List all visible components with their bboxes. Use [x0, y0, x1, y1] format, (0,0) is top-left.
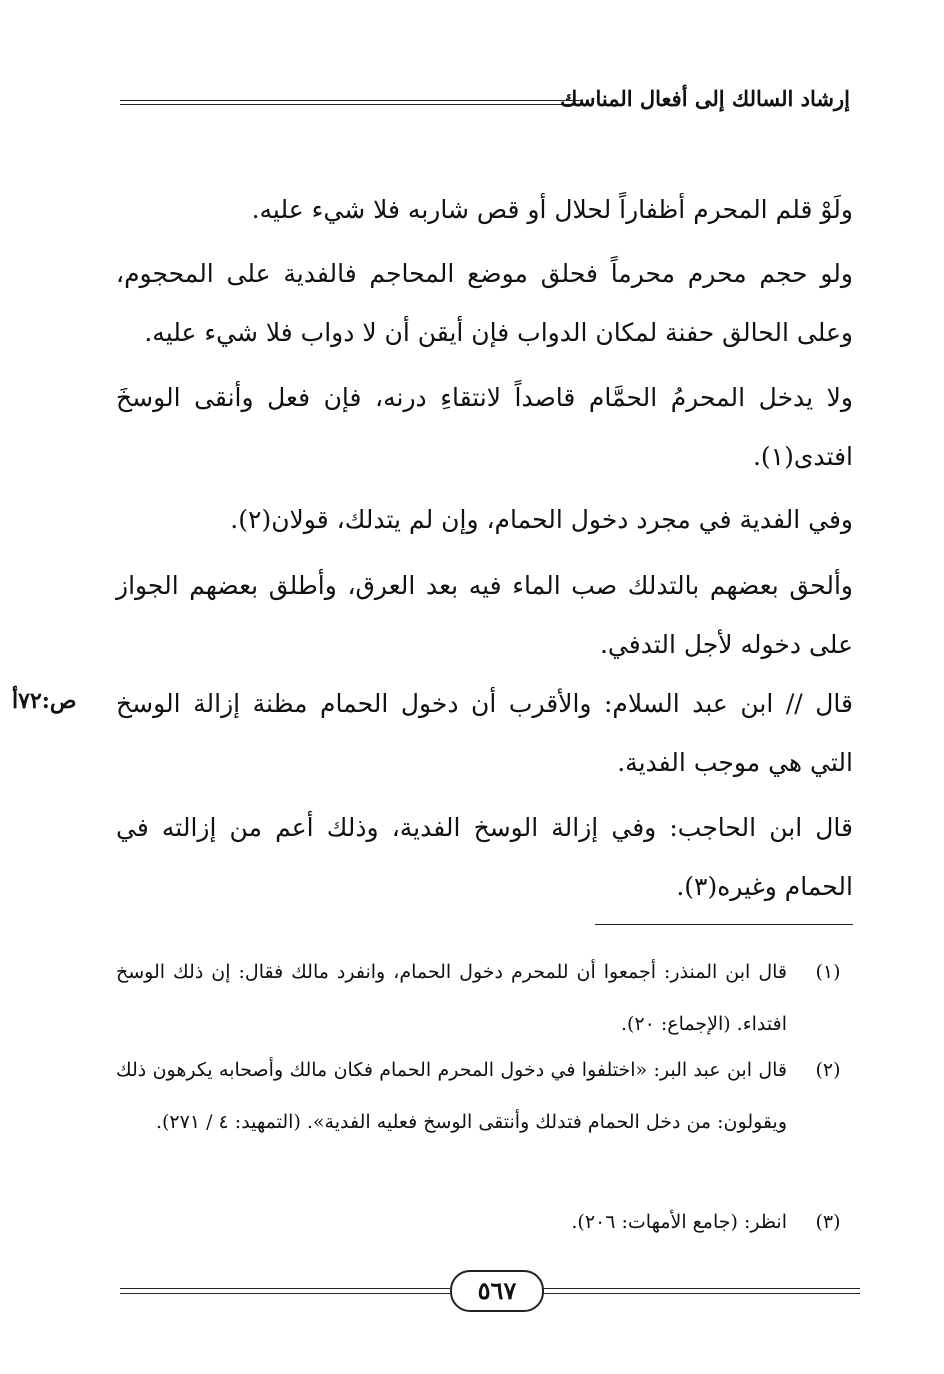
- paragraph-5: وألحق بعضهم بالتدلك صب الماء فيه بعد العرق، وأطلق بعضهم الجواز على دخوله لأجل التدفي.: [116, 571, 853, 659]
- paragraph-3: ولا يدخل المحرمُ الحمَّام قاصداً لانتقاءِ درنه، فإن فعل وأنقى الوسخَ افتدى(١).: [116, 383, 853, 471]
- footer-rule-right: [540, 1288, 860, 1298]
- footnote-text: انظر: (جامع الأمهات: ٢٠٦).: [571, 1211, 787, 1233]
- footnote-1: [116, 946, 853, 1050]
- page-number: ٥٦٧: [450, 1270, 544, 1312]
- footnote-2: [116, 1044, 853, 1148]
- footnote-text: قال ابن عبد البر: «اختلفوا في دخول المحرم الحمام فكان مالك وأصحابه يكرهون ذلك ويقولون: من دخل الحمام فتدلك وأنتقى الوسخ فعليه الفدية». (التمهيد: ٤ / ٢٧١).: [116, 1059, 787, 1133]
- footnote-number: (٣): [815, 1211, 841, 1233]
- paragraph-2: ولو حجم محرم محرماً فحلق موضع المحاجم فالفدية على المحجوم، وعلى الحالق حفنة لمكان الدواب فإن أيقن أن لا دواب فلا شيء عليه.: [116, 259, 853, 347]
- paragraph-7: قال ابن الحاجب: وفي إزالة الوسخ الفدية، وذلك أعم من إزالته في الحمام وغيره(٣).: [116, 813, 853, 901]
- footnote-number: (٢): [815, 1059, 841, 1081]
- page-footer: [120, 1268, 860, 1318]
- paragraph-1: ولَوْ قلم المحرم أظفاراً لحلال أو قص شاربه فلا شيء عليه.: [251, 195, 853, 224]
- footnote-number: (١): [815, 961, 841, 983]
- footer-rule-left: [120, 1288, 450, 1298]
- footnote-text: قال ابن المنذر: أجمعوا أن للمحرم دخول الحمام، وانفرد مالك فقال: إن ذلك الوسخ افتداء. (الإجماع: ٢٠).: [116, 961, 787, 1035]
- manuscript-page-note: ص:٧٢أ: [12, 688, 77, 714]
- footnote-separator: [595, 924, 853, 925]
- paragraph-4: وفي الفدية في مجرد دخول الحمام، وإن لم يتدلك، قولان(٢).: [230, 505, 853, 534]
- paragraph-6: قال // ابن عبد السلام: والأقرب أن دخول الحمام مظنة إزالة الوسخ التي هي موجب الفدية.: [116, 689, 853, 777]
- header-rule: [120, 100, 580, 108]
- running-header: [110, 86, 850, 116]
- header-title: إرشاد السالك إلى أفعال المناسك: [560, 86, 850, 111]
- footnote-3: [116, 1196, 853, 1248]
